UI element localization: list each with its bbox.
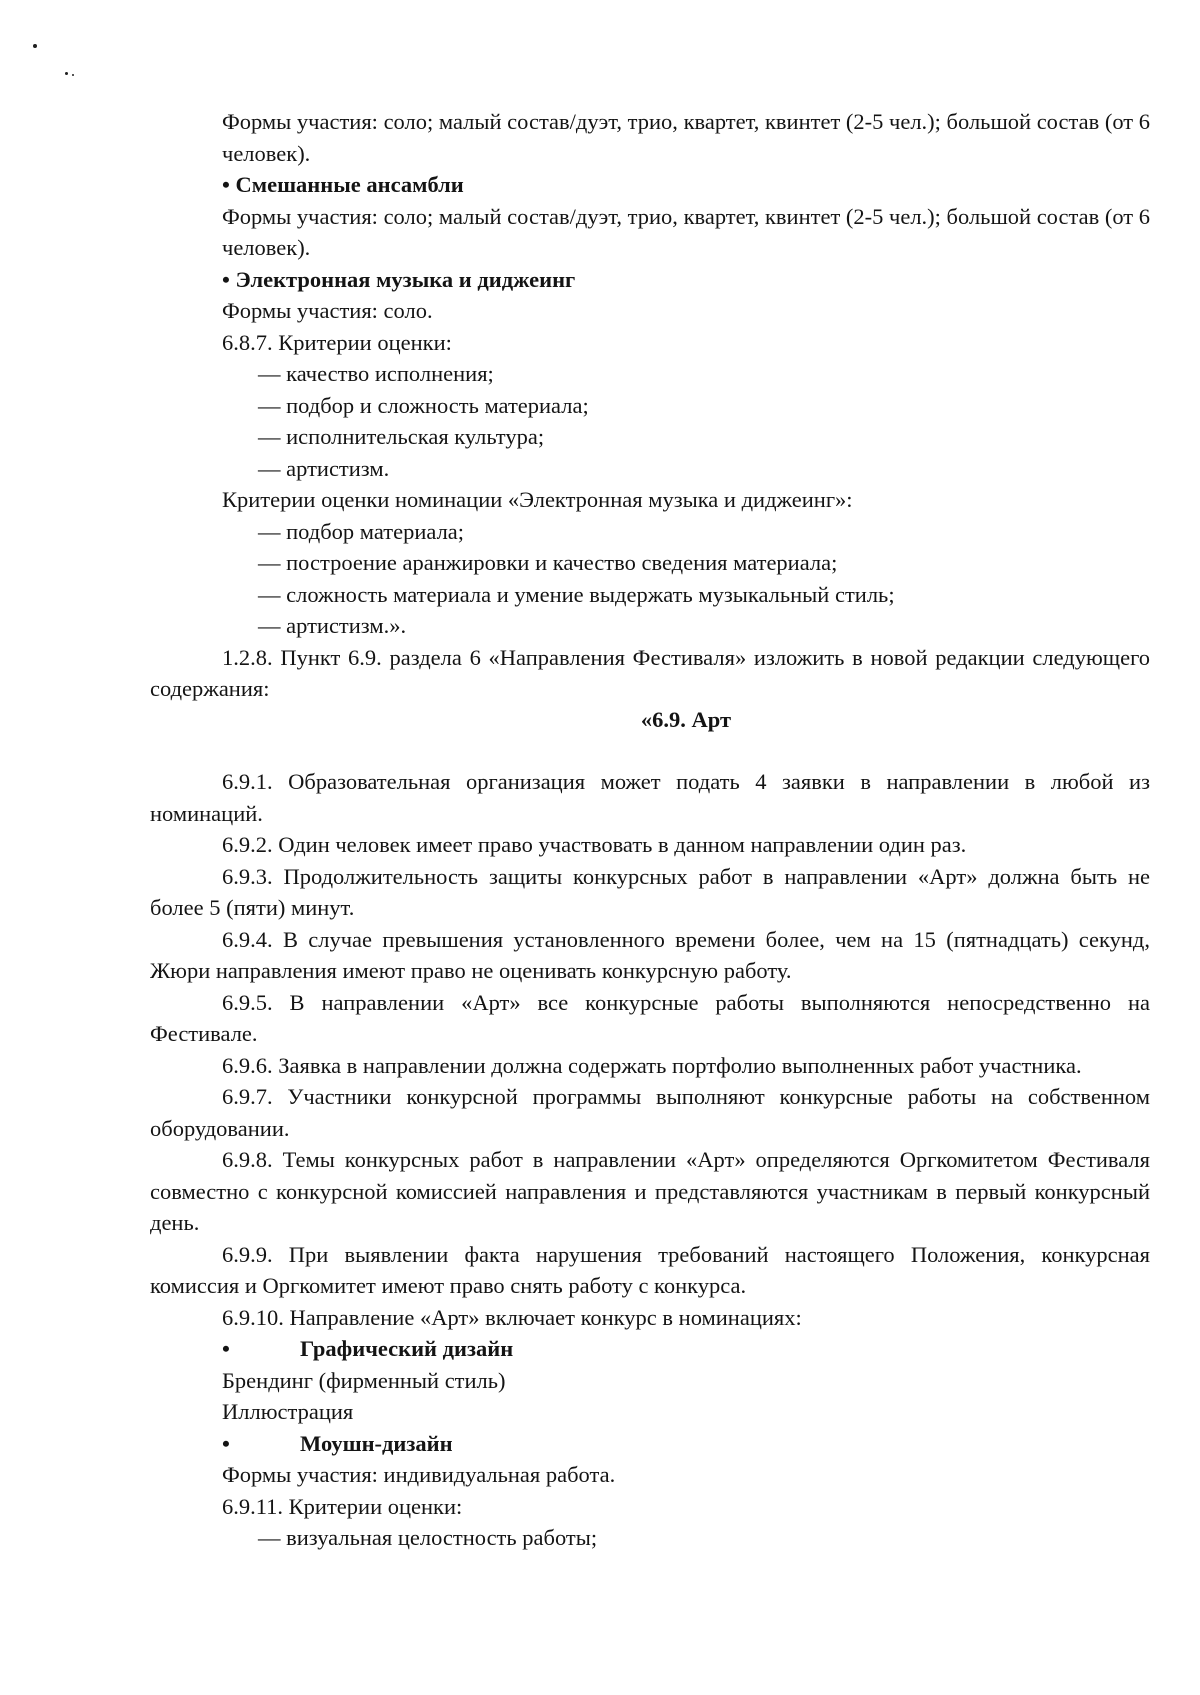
scan-speck xyxy=(72,74,74,76)
criteria-item: — визуальная целостность работы; xyxy=(258,1525,598,1550)
clause-paragraph: 1.2.8. Пункт 6.9. раздела 6 «Направления Фестиваля» изложить в новой редакции следующего содержания: xyxy=(150,644,1150,701)
art-section xyxy=(150,766,1150,1554)
clause-paragraph: 6.9.10. Направление «Арт» включает конкурс в номинациях: xyxy=(222,1304,802,1330)
forms-line: Формы участия: индивидуальная работа. xyxy=(222,1462,616,1487)
nomination-title: Графический дизайн xyxy=(300,1336,514,1361)
sub-nomination: Иллюстрация xyxy=(222,1399,354,1424)
forms-paragraph: Формы участия: соло; малый состав/дуэт, трио, квартет, квинтет (2-5 чел.); большой состав (от 6 человек). xyxy=(222,109,1150,166)
clause-paragraph: 6.9.5. В направлении «Арт» все конкурсные работы выполняются непосредственно на Фестивале. xyxy=(150,989,1150,1046)
criteria-heading: 6.8.7. Критерии оценки: xyxy=(222,329,452,355)
criteria-heading: 6.9.11. Критерии оценки: xyxy=(222,1493,463,1519)
sub-nomination: Брендинг (фирменный стиль) xyxy=(222,1367,506,1393)
clause-paragraph: 6.9.6. Заявка в направлении должна содержать портфолио выполненных работ участника. xyxy=(222,1052,1082,1078)
nomination-item xyxy=(150,1428,1150,1460)
scan-speck xyxy=(33,44,37,48)
clause-paragraph: 6.9.3. Продолжительность защиты конкурсных работ в направлении «Арт» должна быть не более 5 (пяти) минут. xyxy=(150,863,1150,920)
criteria-electronic-heading: Критерии оценки номинации «Электронная музыка и диджеинг»: xyxy=(222,487,853,512)
electronic-music-heading: • Электронная музыка и диджеинг xyxy=(222,266,576,292)
scan-speck xyxy=(65,72,68,75)
criteria-item: — качество исполнения; xyxy=(258,361,494,386)
criteria-item: — исполнительская культура; xyxy=(258,424,545,449)
clause-paragraph: 6.9.7. Участники конкурсной программы выполняют конкурсные работы на собственном оборудовании. xyxy=(150,1084,1150,1141)
bullet-mark: • xyxy=(222,1430,230,1456)
clause-paragraph: 6.9.9. При выявлении факта нарушения требований настоящего Положения, конкурсная комиссия и Оргкомитет имеют право снять работу с конкурса. xyxy=(150,1241,1150,1298)
top-section xyxy=(150,106,1150,705)
criteria-item: — артистизм. xyxy=(258,455,390,481)
clause-paragraph: 6.9.2. Один человек имеет право участвовать в данном направлении один раз. xyxy=(222,832,967,857)
clause-paragraph: 6.9.8. Темы конкурсных работ в направлении «Арт» определяются Оргкомитетом Фестиваля совместно с конкурсной комиссией направления и представляются участникам в первый конкурсный день. xyxy=(150,1147,1150,1235)
criteria-item: — подбор и сложность материала; xyxy=(258,392,589,418)
criteria-item: — подбор материала; xyxy=(258,518,465,544)
criteria-item: — сложность материала и умение выдержать музыкальный стиль; xyxy=(258,581,895,607)
criteria-item: — построение аранжировки и качество сведения материала; xyxy=(258,550,838,575)
mixed-ensembles-heading: • Смешанные ансамбли xyxy=(222,172,464,197)
criteria-item: — артистизм.». xyxy=(258,613,407,638)
forms-line: Формы участия: соло. xyxy=(222,298,433,323)
clause-paragraph: 6.9.4. В случае превышения установленного времени более, чем на 15 (пятнадцать) секунд, Жюри направления имеют право не оценивать конкурсную работу. xyxy=(150,926,1150,983)
nomination-title: Моушн-дизайн xyxy=(300,1430,453,1456)
bullet-mark: • xyxy=(222,1336,230,1361)
nomination-item xyxy=(150,1333,1150,1365)
clause-paragraph: 6.9.1. Образовательная организация может подать 4 заявки в направлении в любой из номинаций. xyxy=(150,769,1150,826)
forms-paragraph: Формы участия: соло; малый состав/дуэт, трио, квартет, квинтет (2-5 чел.); большой состав (от 6 человек). xyxy=(222,203,1150,260)
section-title: «6.9. Арт xyxy=(640,707,732,732)
